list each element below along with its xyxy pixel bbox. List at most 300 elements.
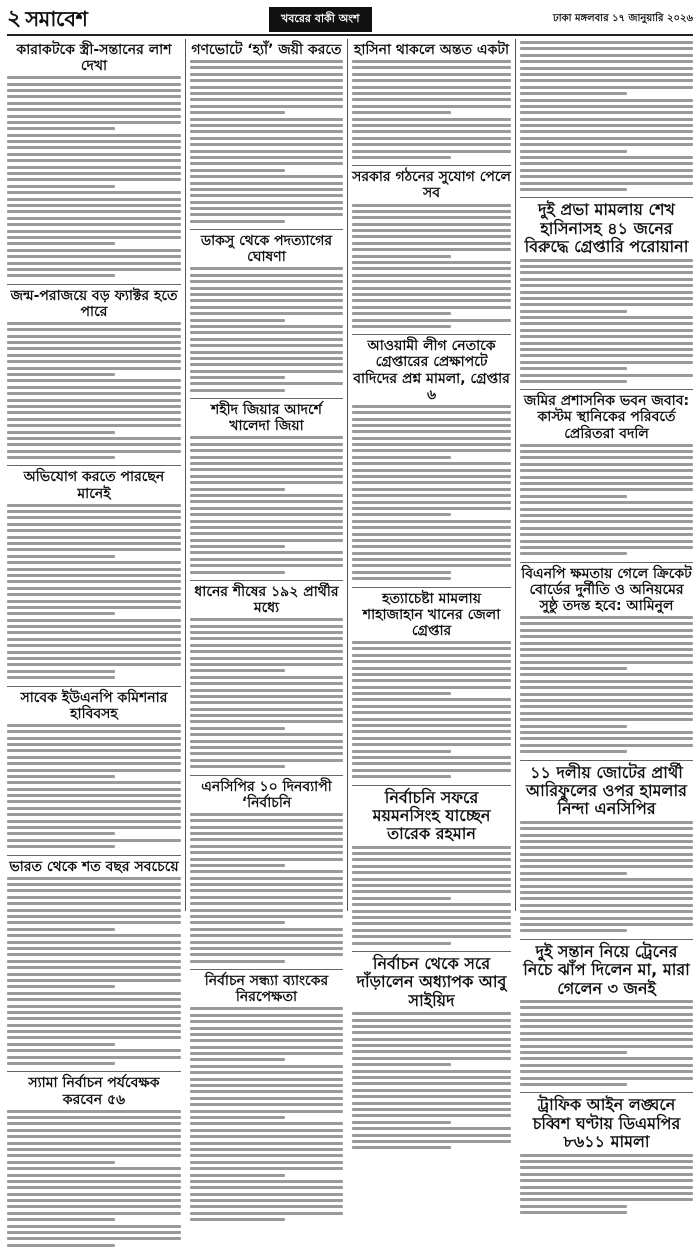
text-line xyxy=(520,482,693,485)
article-headline: নির্বাচন সন্ধ্যা ব্যাংকের নিরপেক্ষতা xyxy=(204,973,329,1006)
text-line xyxy=(7,985,115,988)
text-line xyxy=(520,1205,627,1208)
text-line xyxy=(352,897,451,900)
article-body xyxy=(520,41,693,191)
text-line xyxy=(190,111,285,114)
article-headline: জন্ম-পরাজয়ে বড় ফ্যাক্টর হতে পারে xyxy=(10,287,178,320)
text-line xyxy=(352,156,451,159)
text-line xyxy=(7,992,181,995)
text-line xyxy=(7,1161,115,1164)
text-line xyxy=(190,733,343,736)
text-line xyxy=(190,915,343,918)
text-line xyxy=(190,73,343,76)
page-number: ২ xyxy=(7,6,22,31)
text-line xyxy=(7,1167,181,1170)
text-line xyxy=(7,322,181,325)
text-line xyxy=(190,727,285,730)
text-line xyxy=(352,204,511,207)
text-line xyxy=(7,76,181,79)
text-line xyxy=(352,564,511,567)
column-3 xyxy=(347,39,515,1010)
text-line xyxy=(190,826,343,829)
text-line xyxy=(7,140,181,143)
text-line xyxy=(520,501,693,504)
text-line xyxy=(7,934,181,937)
text-line xyxy=(520,865,693,868)
text-line xyxy=(190,1058,285,1061)
text-line xyxy=(190,79,343,82)
text-line xyxy=(520,546,693,549)
text-line xyxy=(520,361,693,364)
text-line xyxy=(7,121,181,124)
text-line xyxy=(7,153,181,156)
text-line xyxy=(7,730,181,733)
text-line xyxy=(352,545,511,548)
text-line xyxy=(520,1173,693,1176)
article xyxy=(7,687,181,856)
text-line xyxy=(190,864,285,867)
text-line xyxy=(352,501,511,504)
text-line xyxy=(190,162,343,165)
text-line xyxy=(7,724,181,727)
text-line xyxy=(352,641,511,644)
article xyxy=(7,856,181,1073)
text-line xyxy=(7,431,115,434)
text-line xyxy=(190,1142,343,1145)
text-line xyxy=(520,744,693,747)
text-line xyxy=(352,730,511,733)
text-line xyxy=(7,529,181,532)
text-line xyxy=(7,921,181,924)
text-line xyxy=(352,737,511,740)
text-line xyxy=(7,274,115,277)
text-line xyxy=(7,354,181,357)
text-line xyxy=(7,335,181,338)
masthead xyxy=(7,6,693,36)
text-line xyxy=(7,902,181,905)
text-line xyxy=(7,960,181,963)
text-line xyxy=(7,1225,181,1228)
text-line xyxy=(352,660,511,663)
text-line xyxy=(520,47,693,50)
text-line xyxy=(190,344,343,347)
text-line xyxy=(190,526,343,529)
text-line xyxy=(7,115,181,118)
text-line xyxy=(7,548,181,551)
text-line xyxy=(520,130,693,133)
text-line xyxy=(352,312,451,315)
text-line xyxy=(520,86,693,89)
article xyxy=(352,952,511,1156)
text-line xyxy=(190,539,343,542)
text-line xyxy=(520,872,627,875)
text-line xyxy=(7,644,181,647)
text-line xyxy=(352,293,511,296)
text-line xyxy=(190,819,343,822)
columns xyxy=(7,39,693,1152)
text-line xyxy=(7,134,181,137)
text-line xyxy=(190,182,343,185)
text-line xyxy=(520,737,693,740)
text-line xyxy=(352,287,511,290)
text-line xyxy=(352,235,511,238)
text-line xyxy=(352,437,511,440)
text-line xyxy=(190,953,343,956)
text-line xyxy=(520,821,693,824)
paper-name: সমাবেশ xyxy=(25,6,88,31)
article-headline: বিএনপি ক্ষমতায় গেলে ক্রিকেট বোর্ডের দুর্নীতি ও অনিয়মের সুষ্ঠু তদন্ত হবে: আমিনুল xyxy=(521,565,692,614)
text-line xyxy=(7,998,181,1001)
text-line xyxy=(520,169,693,172)
text-line xyxy=(7,367,181,370)
text-line xyxy=(520,105,693,108)
text-line xyxy=(190,267,343,270)
text-line xyxy=(520,322,693,325)
article-body xyxy=(7,76,181,277)
text-line xyxy=(520,41,693,44)
text-line xyxy=(352,299,511,302)
text-line xyxy=(7,1024,181,1027)
text-line xyxy=(7,89,181,92)
article-body xyxy=(7,877,181,1065)
text-line xyxy=(352,223,511,226)
text-line xyxy=(7,807,181,810)
text-line xyxy=(190,201,343,204)
text-line xyxy=(520,1038,693,1041)
text-line xyxy=(352,679,511,682)
text-line xyxy=(190,858,343,861)
text-line xyxy=(520,99,693,102)
text-line xyxy=(190,532,343,535)
article-headline: সাবেক ইউএনপি কমিশনার হাবিবসহ xyxy=(20,689,168,722)
text-line xyxy=(7,1180,181,1183)
text-line xyxy=(190,1186,343,1189)
article xyxy=(352,588,511,786)
text-line xyxy=(190,1212,343,1215)
text-line xyxy=(520,1032,693,1035)
text-line xyxy=(190,883,343,886)
text-line xyxy=(7,386,181,389)
text-line xyxy=(352,430,511,433)
text-line xyxy=(7,1011,181,1014)
text-line xyxy=(520,673,693,676)
text-line xyxy=(352,1025,511,1028)
text-line xyxy=(190,169,285,172)
text-line xyxy=(190,363,343,366)
text-line xyxy=(7,631,181,634)
text-line xyxy=(7,593,181,596)
text-line xyxy=(520,469,693,472)
text-line xyxy=(7,1135,181,1138)
text-line xyxy=(520,92,627,95)
text-line xyxy=(7,1049,181,1052)
text-line xyxy=(7,625,181,628)
text-line xyxy=(520,891,693,894)
text-line xyxy=(520,885,693,888)
masthead-left xyxy=(7,8,88,30)
text-line xyxy=(190,637,343,640)
text-line xyxy=(7,670,115,673)
text-line xyxy=(352,462,511,465)
text-line xyxy=(520,342,693,345)
text-line xyxy=(520,725,627,728)
text-line xyxy=(352,210,511,213)
text-line xyxy=(520,162,693,165)
article-body xyxy=(520,444,693,556)
text-line xyxy=(520,1006,693,1009)
text-line xyxy=(7,379,181,382)
text-line xyxy=(520,137,693,140)
text-line xyxy=(190,456,343,459)
text-line xyxy=(190,941,343,944)
text-line xyxy=(190,1103,343,1106)
text-line xyxy=(352,319,511,322)
text-line xyxy=(7,676,115,679)
article xyxy=(520,198,693,390)
text-line xyxy=(7,574,181,577)
text-line xyxy=(520,67,693,70)
text-line xyxy=(352,1012,511,1015)
text-line xyxy=(352,743,511,746)
text-line xyxy=(7,373,115,376)
text-line xyxy=(520,1186,693,1189)
text-line xyxy=(190,293,343,296)
text-line xyxy=(352,1146,451,1149)
text-line xyxy=(190,902,343,905)
text-line xyxy=(520,259,693,262)
text-line xyxy=(520,731,693,734)
text-line xyxy=(7,437,181,440)
text-line xyxy=(352,424,511,427)
article-body xyxy=(190,60,343,223)
article xyxy=(190,581,343,776)
text-line xyxy=(7,839,181,842)
text-line xyxy=(352,411,511,414)
text-line xyxy=(352,698,511,701)
text-line xyxy=(352,267,511,270)
text-line xyxy=(520,750,627,753)
text-line xyxy=(352,533,511,536)
text-line xyxy=(190,813,343,816)
text-line xyxy=(520,834,693,837)
text-line xyxy=(7,1129,181,1132)
text-line xyxy=(352,405,511,408)
text-line xyxy=(352,654,511,657)
text-line xyxy=(520,686,693,689)
text-line xyxy=(190,86,343,89)
text-line xyxy=(7,749,181,752)
text-line xyxy=(520,1160,693,1163)
text-line xyxy=(7,178,181,181)
text-line xyxy=(520,303,693,306)
text-line xyxy=(190,877,343,880)
text-line xyxy=(190,870,343,873)
text-line xyxy=(7,1148,181,1151)
text-line xyxy=(190,571,285,574)
text-line xyxy=(190,1065,343,1068)
text-line xyxy=(190,137,343,140)
text-line xyxy=(190,1039,343,1042)
text-line xyxy=(190,475,343,478)
text-line xyxy=(7,1122,181,1125)
text-line xyxy=(7,953,181,956)
article-headline: ভারত থেকে শত বছর সবচেয়ে xyxy=(9,858,179,875)
text-line xyxy=(520,367,627,370)
article xyxy=(352,786,511,952)
text-line xyxy=(520,1000,693,1003)
text-line xyxy=(7,820,181,823)
article xyxy=(520,940,693,1094)
article-headline: ধানের শীষের ১৯২ প্রার্থীর মধ্যে xyxy=(194,584,339,617)
text-line xyxy=(7,813,181,816)
text-line xyxy=(352,469,511,472)
text-line xyxy=(190,909,343,912)
text-line xyxy=(520,476,693,479)
text-line xyxy=(7,411,181,414)
text-line xyxy=(352,903,511,906)
text-line xyxy=(352,935,511,938)
text-line xyxy=(520,284,693,287)
text-line xyxy=(190,306,343,309)
text-line xyxy=(7,159,181,162)
text-line xyxy=(7,83,181,86)
text-line xyxy=(7,1116,181,1119)
text-line xyxy=(352,306,511,309)
text-line xyxy=(7,1174,181,1177)
text-line xyxy=(190,382,343,385)
text-line xyxy=(190,644,343,647)
text-line xyxy=(190,545,285,548)
text-line xyxy=(190,299,343,302)
text-line xyxy=(190,468,343,471)
article xyxy=(352,39,511,166)
article-body xyxy=(190,618,343,768)
text-line xyxy=(190,889,343,892)
text-line xyxy=(190,389,285,392)
text-line xyxy=(520,316,693,319)
text-line xyxy=(190,376,285,379)
text-line xyxy=(352,858,511,861)
text-line xyxy=(7,347,181,350)
article-body xyxy=(352,641,511,778)
text-line xyxy=(7,127,115,130)
text-line xyxy=(7,1231,181,1234)
text-line xyxy=(7,255,181,258)
text-line xyxy=(7,788,181,791)
text-line xyxy=(520,444,693,447)
article-headline: ১১ দলীয় জোটের প্রার্থী আরিফুলের ওপর হামলার নিন্দা এনসিপির xyxy=(526,762,687,819)
text-line xyxy=(352,910,511,913)
article-body xyxy=(352,405,511,581)
text-line xyxy=(7,328,181,331)
text-line xyxy=(352,1038,511,1041)
text-line xyxy=(190,488,285,491)
text-line xyxy=(520,1045,693,1048)
text-line xyxy=(352,481,511,484)
text-line xyxy=(352,929,511,932)
text-line xyxy=(7,775,115,778)
text-line xyxy=(190,1007,343,1010)
text-line xyxy=(352,1134,511,1137)
text-line xyxy=(190,481,343,484)
text-line xyxy=(520,175,693,178)
text-line xyxy=(352,878,511,881)
text-line xyxy=(352,558,511,561)
text-line xyxy=(520,310,627,313)
text-line xyxy=(7,185,115,188)
text-line xyxy=(352,1044,511,1047)
article xyxy=(7,466,181,686)
text-line xyxy=(7,568,181,571)
article-body xyxy=(190,436,343,573)
text-line xyxy=(7,1043,115,1046)
text-line xyxy=(520,348,693,351)
text-line xyxy=(190,960,285,963)
text-line xyxy=(7,249,181,252)
text-line xyxy=(7,877,181,880)
text-line xyxy=(520,73,693,76)
text-line xyxy=(7,1017,181,1020)
text-line xyxy=(520,124,693,127)
text-line xyxy=(190,657,343,660)
text-line xyxy=(520,827,693,830)
text-line xyxy=(190,98,343,101)
text-line xyxy=(190,507,343,510)
text-line xyxy=(190,676,343,679)
text-line xyxy=(7,638,181,641)
article xyxy=(520,1093,693,1220)
article-headline: হত্যাচেষ্টা মামলায় শাহাজাহান খানের জেলা গ্রেপ্তার xyxy=(362,590,501,639)
text-line xyxy=(520,495,627,498)
text-line xyxy=(190,370,343,373)
text-line xyxy=(352,1121,451,1124)
article xyxy=(520,39,693,198)
text-line xyxy=(190,338,343,341)
text-line xyxy=(352,92,511,95)
article-body xyxy=(190,1007,343,1221)
text-line xyxy=(352,73,511,76)
text-line xyxy=(520,552,627,555)
text-line xyxy=(520,278,693,281)
text-line xyxy=(190,1110,343,1113)
text-line xyxy=(520,629,693,632)
text-line xyxy=(7,172,181,175)
text-line xyxy=(520,118,693,121)
text-line xyxy=(352,248,511,251)
text-line xyxy=(190,1046,343,1049)
text-line xyxy=(352,66,511,69)
text-line xyxy=(7,915,181,918)
text-line xyxy=(190,66,343,69)
text-line xyxy=(190,1218,285,1221)
text-line xyxy=(520,291,693,294)
text-line xyxy=(520,693,693,696)
article xyxy=(190,230,343,399)
text-line xyxy=(520,667,627,670)
text-line xyxy=(7,1186,181,1189)
text-line xyxy=(7,966,181,969)
text-line xyxy=(352,150,511,153)
article-headline: কারাকটকে স্ত্রী-সন্তানের লাশ দেখা xyxy=(16,42,172,75)
text-line xyxy=(190,124,343,127)
text-line xyxy=(352,916,511,919)
text-line xyxy=(520,514,693,517)
text-line xyxy=(190,896,343,899)
text-line xyxy=(352,718,511,721)
column-1 xyxy=(7,39,185,1108)
text-line xyxy=(352,1114,511,1117)
text-line xyxy=(190,156,343,159)
